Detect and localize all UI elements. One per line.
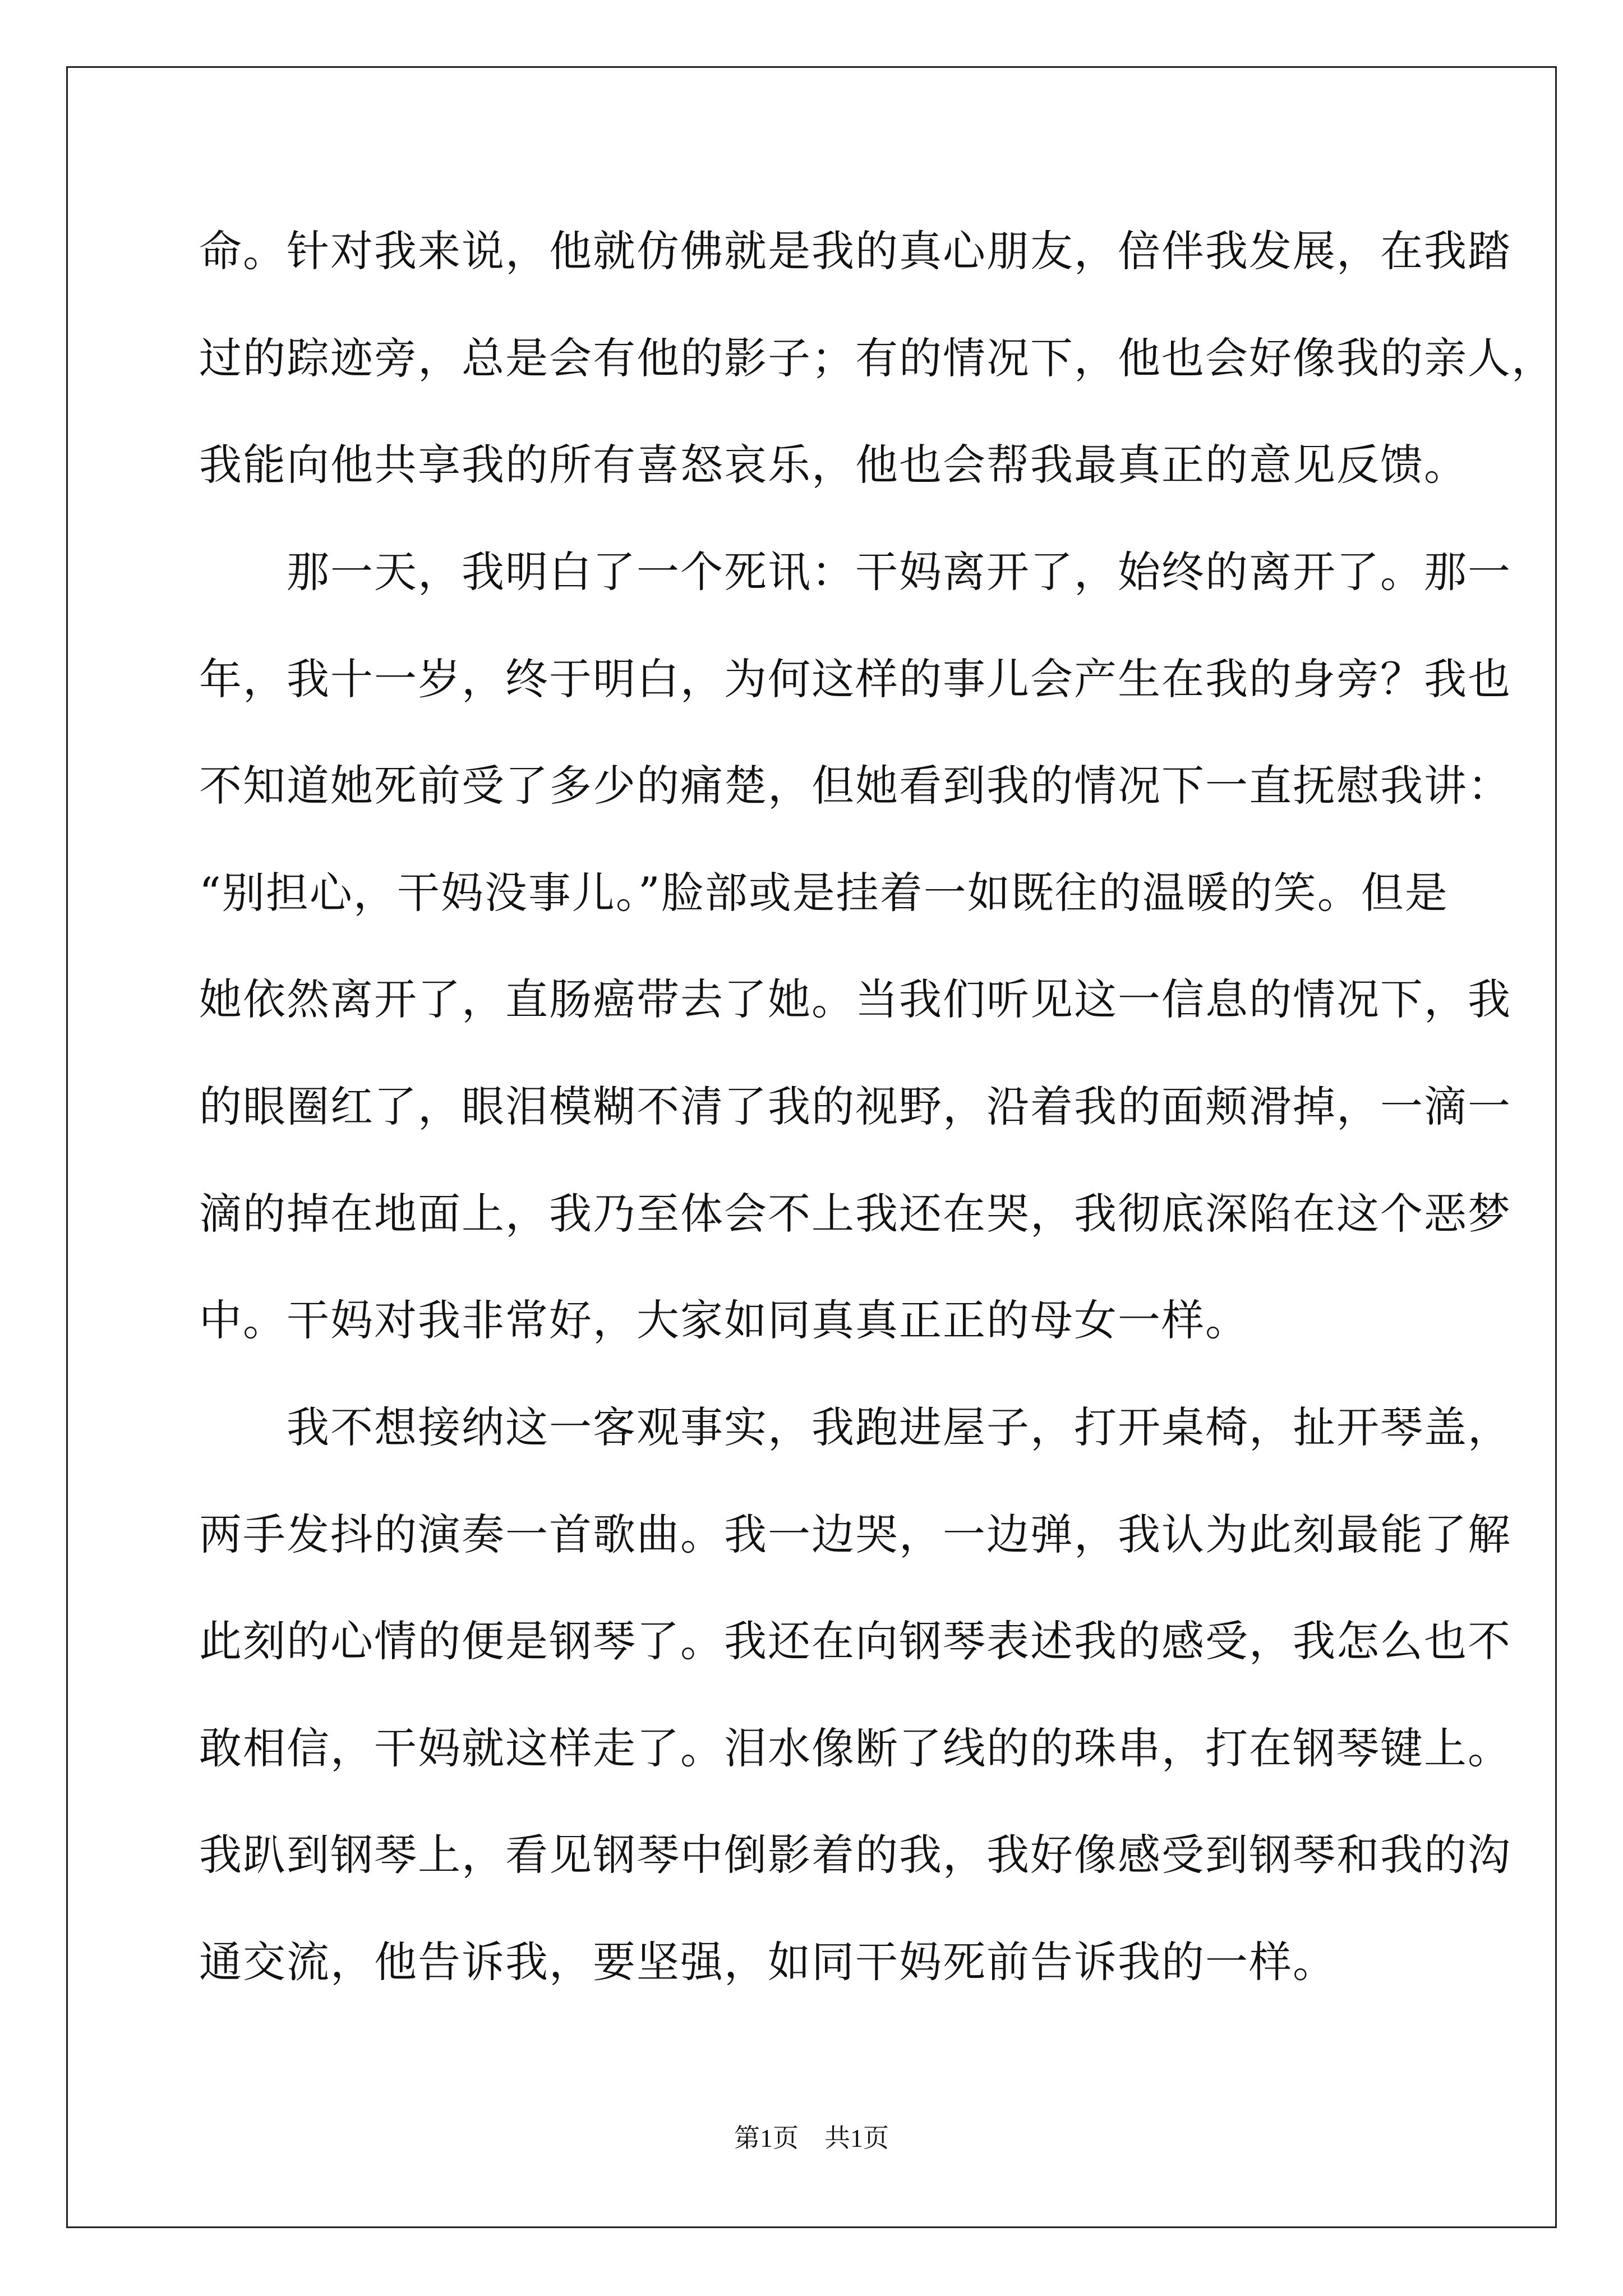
text-line: 过的踪迹旁，总是会有他的影子；有的情况下，他也会好像我的亲人， xyxy=(199,333,1555,383)
text-line: 那一天，我明白了一个死讯：干妈离开了，始终的离开了。那一 xyxy=(199,547,1511,597)
page-border xyxy=(66,66,1557,2228)
text-line: 两手发抖的演奏一首歌曲。我一边哭，一边弹，我认为此刻最能了解 xyxy=(199,1510,1511,1559)
text-line: 我不想接纳这一客观事实，我跑进屋子，打开桌椅，扯开琴盖， xyxy=(199,1402,1511,1452)
text-line: 她依然离开了，直肠癌带去了她。当我们听见这一信息的情况下，我 xyxy=(199,974,1511,1024)
text-line: 年，我十一岁，终于明白，为何这样的事儿会产生在我的身旁？我也 xyxy=(199,654,1511,704)
text-line: 此刻的心情的便是钢琴了。我还在向钢琴表述我的感受，我怎么也不 xyxy=(199,1616,1511,1666)
text-line: 滴的掉在地面上，我乃至体会不上我还在哭，我彻底深陷在这个恶梦 xyxy=(199,1189,1511,1239)
text-line: 敢相信，干妈就这样走了。泪水像断了线的的珠串，打在钢琴键上。 xyxy=(199,1723,1511,1773)
text-line: 中。干妈对我非常好，大家如同真真正正的母女一样。 xyxy=(199,1295,1249,1345)
text-line: 通交流，他告诉我，要坚强，如同干妈死前告诉我的一样。 xyxy=(199,1937,1336,1987)
text-line: 我趴到钢琴上，看见钢琴中倒影着的我，我好像感受到钢琴和我的沟 xyxy=(199,1830,1511,1880)
text-line: 命。针对我来说，他就仿佛就是我的真心朋友，倍伴我发展，在我踏 xyxy=(199,226,1511,276)
text-line: 不知道她死前受了多少的痛楚，但她看到我的情况下一直抚慰我讲： xyxy=(199,761,1511,811)
text-line: 的眼圈红了，眼泪模糊不清了我的视野，沿着我的面颊滑掉，一滴一 xyxy=(199,1082,1511,1131)
text-line: 我能向他共享我的所有喜怒哀乐，他也会帮我最真正的意见反馈。 xyxy=(199,440,1468,490)
page-footer: 第1页 共1页 xyxy=(734,2124,889,2152)
text-line: “别担心，干妈没事儿。”脸部或是挂着一如既往的温暖的笑。但是 xyxy=(199,868,1449,918)
